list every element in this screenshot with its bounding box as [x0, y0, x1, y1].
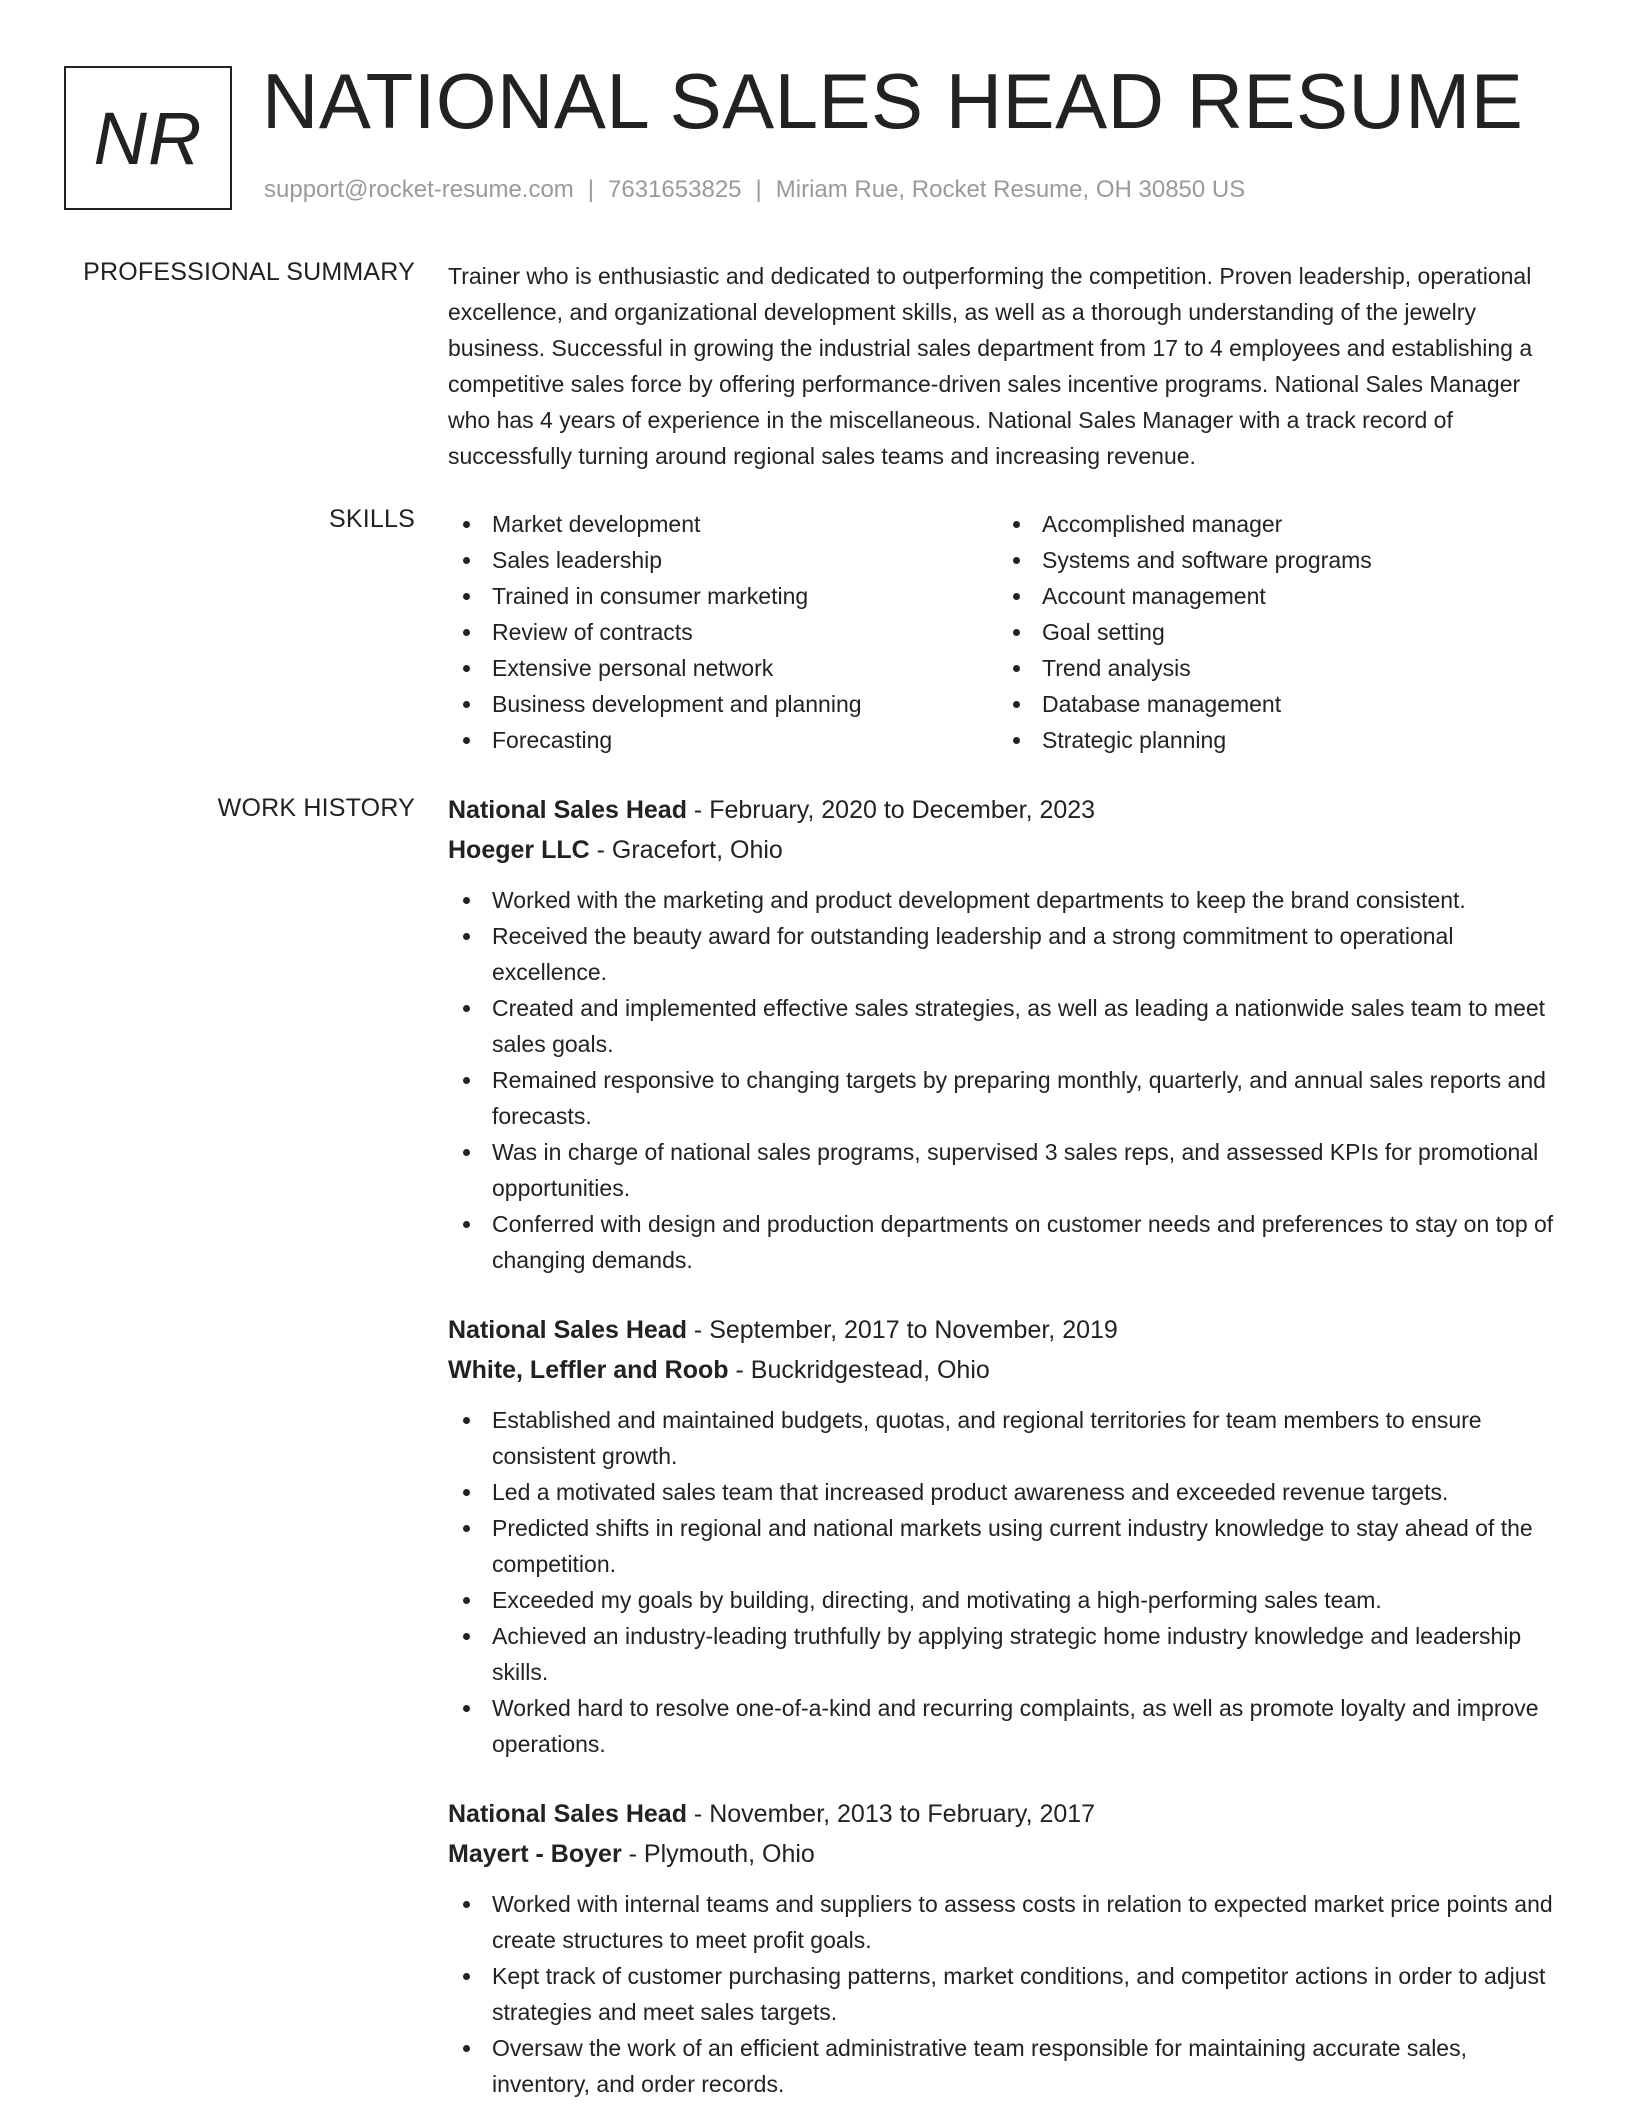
job-entry: [448, 790, 1568, 1278]
list-item: Worked with internal teams and suppliers to assess costs in relation to expected market price points and create structures to meet profit goals.: [448, 1886, 1568, 1958]
monogram-box: [64, 66, 232, 210]
job-title: National Sales Head: [448, 1316, 687, 1344]
job-entry: [448, 1310, 1568, 1762]
job-company-line: [448, 1350, 1568, 1390]
list-item: Conferred with design and production departments on customer needs and preferences to stay on top of changing demands.: [448, 1206, 1568, 1278]
job-bullets: [448, 882, 1568, 1278]
job-company-line: [448, 1834, 1568, 1874]
job-location: - Buckridgestead, Ohio: [728, 1356, 990, 1384]
list-item: Led a motivated sales team that increased product awareness and exceeded revenue targets.: [448, 1474, 1568, 1510]
work-history-list: [448, 790, 1568, 2112]
work-heading: WORK HISTORY: [217, 794, 415, 822]
list-item: Worked with the marketing and product development departments to keep the brand consistent.: [448, 882, 1568, 918]
job-location: - Gracefort, Ohio: [589, 836, 783, 864]
job-bullets: [448, 1886, 1568, 2102]
list-item: Database management: [998, 686, 1548, 722]
resume-title: NATIONAL SALES HEAD RESUME: [262, 57, 1524, 145]
job-company: Hoeger LLC: [448, 836, 590, 864]
list-item: Trend analysis: [998, 650, 1548, 686]
list-item: Review of contracts: [448, 614, 998, 650]
skills-heading: SKILLS: [329, 505, 415, 533]
job-title-line: [448, 1794, 1568, 1834]
job-title: National Sales Head: [448, 796, 687, 824]
list-item: Accomplished manager: [998, 506, 1548, 542]
contact-address: Miriam Rue, Rocket Resume, OH 30850 US: [775, 176, 1246, 203]
summary-text: Trainer who is enthusiastic and dedicated to outperforming the competition. Proven leadership, operational excellence, and organizational development skills, as well as a thorough understanding of the jewelry business. Successful in growing the industrial sales department from 17 to 4 employees and establishing a competitive sales force by offering performance-driven sales incentive programs. National Sales Manager who has 4 years of experience in the miscellaneous. National Sales Manager with a track record of successfully turning around regional sales teams and increasing revenue.: [448, 263, 1533, 469]
job-entry: [448, 1794, 1568, 2102]
list-item: Exceeded my goals by building, directing, and motivating a high-performing sales team.: [448, 1582, 1568, 1618]
list-item: Goal setting: [998, 614, 1548, 650]
summary-heading: PROFESSIONAL SUMMARY: [83, 258, 415, 286]
contact-separator: |: [755, 176, 762, 203]
job-title-line: [448, 1310, 1568, 1350]
job-title-line: [448, 790, 1568, 830]
list-item: Extensive personal network: [448, 650, 998, 686]
list-item: Strategic planning: [998, 722, 1548, 758]
job-company-line: [448, 830, 1568, 870]
job-bullets: [448, 1402, 1568, 1762]
contact-phone: 7631653825: [608, 176, 742, 203]
list-item: Sales leadership: [448, 542, 998, 578]
list-item: Kept track of customer purchasing patterns, market conditions, and competitor actions in order to adjust strategies and meet sales targets.: [448, 1958, 1568, 2030]
list-item: Market development: [448, 506, 998, 542]
list-item: Oversaw the work of an efficient administrative team responsible for maintaining accurate sales, inventory, and order records.: [448, 2030, 1568, 2102]
list-item: Received the beauty award for outstanding leadership and a strong commitment to operational excellence.: [448, 918, 1568, 990]
list-item: Forecasting: [448, 722, 998, 758]
monogram-initials: NR: [93, 96, 203, 180]
job-dates: - November, 2013 to February, 2017: [686, 1800, 1096, 1828]
list-item: Systems and software programs: [998, 542, 1548, 578]
skills-list-left: [448, 506, 998, 758]
list-item: Remained responsive to changing targets by preparing monthly, quarterly, and annual sales reports and forecasts.: [448, 1062, 1568, 1134]
job-title: National Sales Head: [448, 1800, 687, 1828]
job-dates: - February, 2020 to December, 2023: [686, 796, 1096, 824]
contact-email: support@rocket-resume.com: [264, 176, 574, 203]
list-item: Was in charge of national sales programs, supervised 3 sales reps, and assessed KPIs for promotional opportunities.: [448, 1134, 1568, 1206]
list-item: Business development and planning: [448, 686, 998, 722]
list-item: Worked hard to resolve one-of-a-kind and recurring complaints, as well as promote loyalty and improve operations.: [448, 1690, 1568, 1762]
job-company: White, Leffler and Roob: [448, 1356, 729, 1384]
list-item: Achieved an industry-leading truthfully by applying strategic home industry knowledge and leadership skills.: [448, 1618, 1568, 1690]
contact-line: [264, 176, 1245, 204]
job-dates: - September, 2017 to November, 2019: [686, 1316, 1118, 1344]
job-location: - Plymouth, Ohio: [621, 1840, 815, 1868]
contact-separator: |: [587, 176, 595, 203]
list-item: Created and implemented effective sales strategies, as well as leading a nationwide sales team to meet sales goals.: [448, 990, 1568, 1062]
job-company: Mayert - Boyer: [448, 1840, 622, 1868]
list-item: Predicted shifts in regional and national markets using current industry knowledge to stay ahead of the competition.: [448, 1510, 1568, 1582]
list-item: Established and maintained budgets, quotas, and regional territories for team members to ensure consistent growth.: [448, 1402, 1568, 1474]
list-item: Trained in consumer marketing: [448, 578, 998, 614]
skills-columns: [448, 506, 1568, 758]
skills-list-right: [998, 506, 1548, 758]
list-item: Account management: [998, 578, 1548, 614]
